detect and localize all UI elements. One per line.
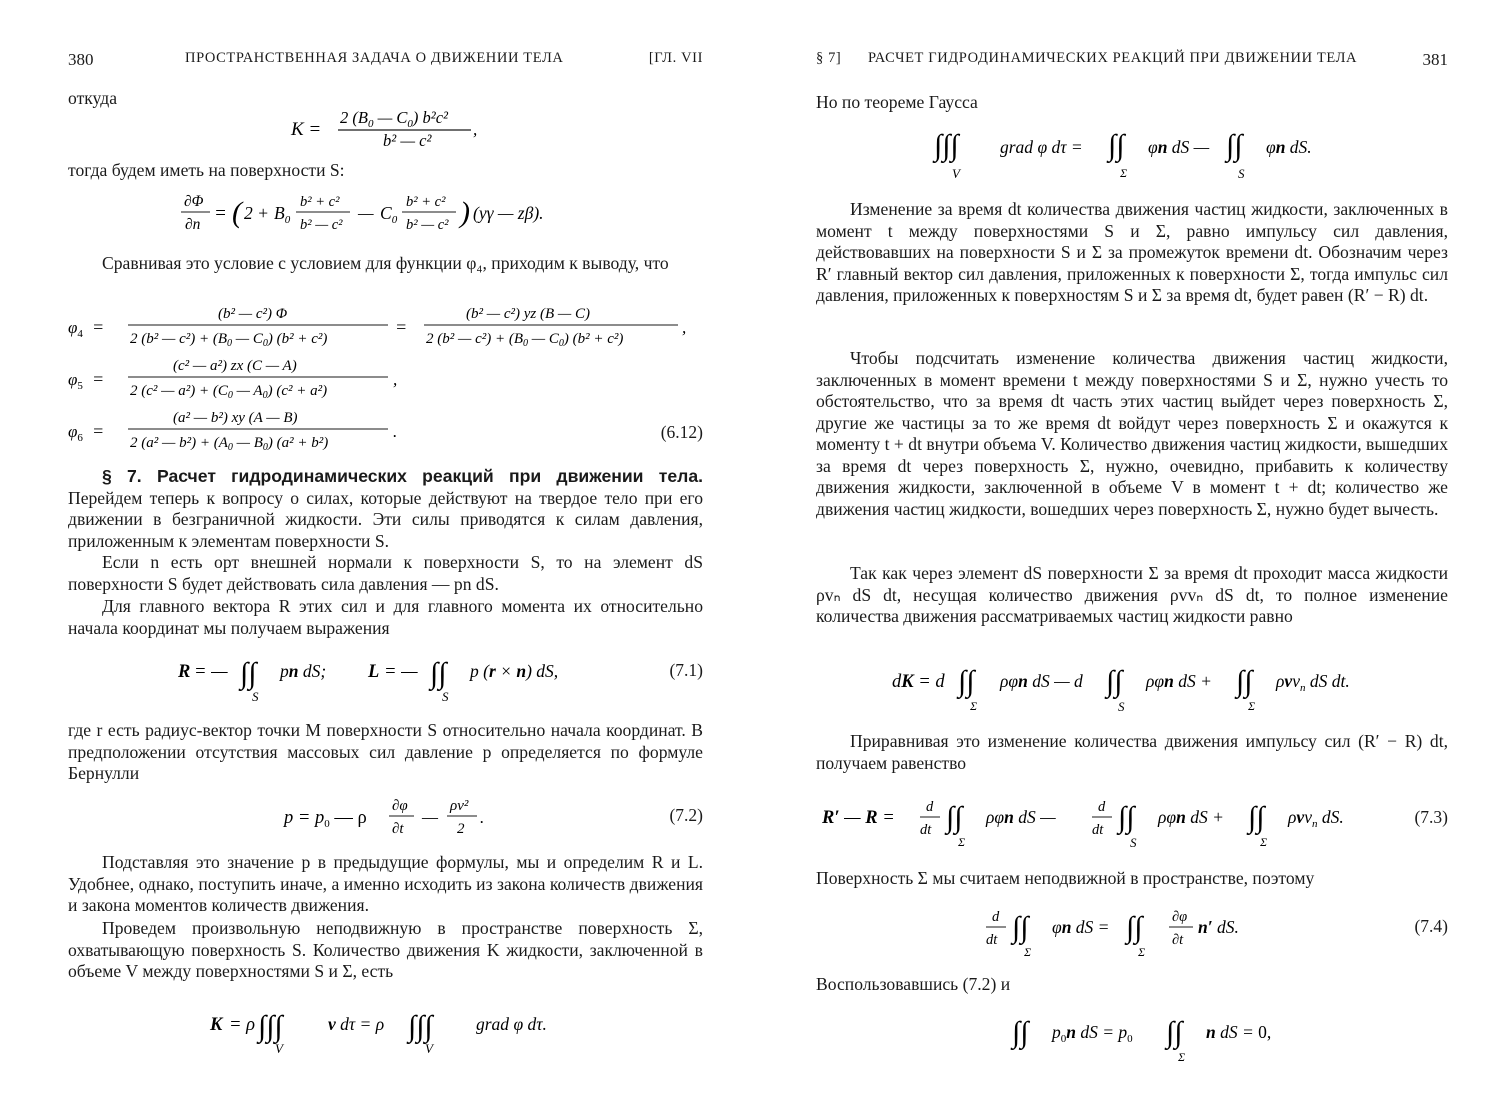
svg-text:∂n: ∂n xyxy=(185,216,201,233)
svg-text:=: = xyxy=(214,203,227,224)
svg-text:φn dS =: φn dS = xyxy=(1052,917,1110,937)
formula-K xyxy=(68,104,703,150)
svg-text:ρφn dS +: ρφn dS + xyxy=(1146,671,1212,691)
svg-text:d: d xyxy=(992,909,1000,925)
svg-text:C0: $C_0$ xyxy=(380,203,398,226)
eqnum-7-4: (7.4) xyxy=(1414,916,1448,936)
formula-dK xyxy=(816,658,1448,714)
text-otkuda: откуда xyxy=(68,88,118,108)
left-page-number: 380 xyxy=(68,50,94,69)
left-running-header xyxy=(68,50,703,74)
svg-text:=: = xyxy=(395,317,408,337)
svg-text:R′ — R =: R′ — R = xyxy=(822,808,895,828)
svg-text:b² — c²: b² — c² xyxy=(300,217,343,233)
para-mass: Так как через элемент dS поверхности Σ за время dt проходит масса жидкости ρvₙ dS dt, несущая количество движения ρvvₙ dS dt, то полное изменение количества движения рассматриваемых частиц жидкости равно xyxy=(816,563,1448,626)
svg-text:Σ: Σ xyxy=(1024,945,1032,958)
para-radius: где r есть радиус-вектор точки M поверхности S относительно начала координат. В предположении отсутствия массовых сил давление p определяется по формуле Бернулли xyxy=(68,720,703,783)
section-7 xyxy=(68,466,703,552)
svg-text:∫∫: ∫∫ xyxy=(1118,801,1135,834)
svg-text:2 (b² — c²) + (B0 — C0) (b² +: 2 (b² — $c^2) + (B_0$ — $C_0$) (b² + c²) xyxy=(426,331,624,349)
text-gauss: Но по теореме Гаусса xyxy=(816,92,978,112)
svg-text:= —: = — xyxy=(384,662,418,682)
svg-text:φn dS.: φn dS. xyxy=(1266,137,1312,157)
svg-text:∂φ: ∂φ xyxy=(1172,909,1188,925)
svg-text:V: V xyxy=(952,166,960,181)
right-running-header xyxy=(816,50,1448,74)
svg-text:grad φ dτ.: grad φ dτ. xyxy=(476,1014,547,1034)
svg-text:(yγ — zβ).: (yγ — zβ). xyxy=(473,203,544,223)
svg-text:2: 2 xyxy=(457,821,465,837)
svg-text:V: V xyxy=(425,1041,433,1056)
left-running-title: ПРОСТРАНСТВЕННАЯ ЗАДАЧА О ДВИЖЕНИИ ТЕЛА xyxy=(185,50,564,66)
svg-text:L: L xyxy=(368,662,380,682)
svg-text:p0n dS = p0: $p_0n$ dS = $p_0$ xyxy=(1052,1022,1133,1045)
svg-text:S: S xyxy=(252,689,259,704)
svg-text:b² — c²: b² — c² xyxy=(383,131,432,150)
para-normal: Если n есть орт внешней нормали к поверхности S, то на элемент dS поверхности S будет действовать сила давления — pn dS. xyxy=(68,552,703,594)
svg-text:): ) xyxy=(460,196,470,229)
svg-text:,: , xyxy=(473,120,478,139)
svg-text:grad φ dτ =: grad φ dτ = xyxy=(1000,137,1083,157)
svg-text:φn dS —: φn dS — xyxy=(1148,137,1210,157)
svg-text:n dS = 0,: n dS = 0, xyxy=(1206,1022,1272,1042)
svg-text:dK = d: dK = d xyxy=(892,672,945,692)
svg-text:∫∫: ∫∫ xyxy=(1126,911,1143,944)
svg-text:S: S xyxy=(1118,699,1125,714)
svg-text:,: , xyxy=(682,318,687,337)
svg-text:∫∫: ∫∫ xyxy=(946,801,963,834)
svg-text:d: d xyxy=(1098,799,1106,815)
para-count: Чтобы подсчитать изменение количества движения частиц жидкости, заключенных в момент времени t между поверхностями S и Σ, нужно учесть то обстоятельство, что за время dt часть этих частиц выйдет через поверхность Σ, другие же частицы за то же время dt войдут через поверхность Σ и окажутся к моменту t + dt внутри объема V. Количество движения частиц жидкости, вышедших за время dt через поверхность Σ, нужно, очевидно, прибавить к количеству движения жидкости, заключенной в объеме V в момент t + dt; количество же движения частиц жидкости, вошедших через поверхность Σ, нужно будет вычесть. xyxy=(816,348,1448,519)
right-running-title: РАСЧЕТ ГИДРОДИНАМИЧЕСКИХ РЕАКЦИЙ ПРИ ДВИЖЕНИИ ТЕЛА xyxy=(868,50,1358,66)
svg-text:dt: dt xyxy=(1092,822,1104,838)
svg-text:Σ: Σ xyxy=(1120,166,1128,180)
svg-text:(b² — c²) yz (B — C): (b² — c²) yz (B — C) xyxy=(466,306,590,322)
svg-text:Σ: Σ xyxy=(970,699,978,713)
svg-text:ρvvn dS.: ρvv$_n$ dS. xyxy=(1288,807,1344,830)
svg-text:n′ dS.: n′ dS. xyxy=(1198,917,1239,937)
svg-text:(: ( xyxy=(232,196,242,229)
para-vector: Для главного вектора R этих сил и для главного момента их относительно начала координат мы получаем выражения xyxy=(68,596,703,638)
formula-dPhi xyxy=(68,188,703,236)
svg-text:=: = xyxy=(92,421,105,441)
svg-text:Σ: Σ xyxy=(1178,1050,1186,1064)
svg-text:φ6: $\varphi_6$ xyxy=(68,422,83,444)
formula-phi-group xyxy=(68,300,703,450)
svg-text:= ρ: = ρ xyxy=(229,1015,255,1035)
svg-text:∫∫∫: ∫∫∫ xyxy=(934,129,959,162)
svg-text:b² — c²: b² — c² xyxy=(406,217,449,233)
text-surface: тогда будем иметь на поверхности S: xyxy=(68,160,345,180)
left-page xyxy=(68,0,703,1118)
svg-text:K =: K = xyxy=(291,119,322,140)
svg-text:dt: dt xyxy=(986,932,998,948)
svg-text:ρvvn dS dt.: ρvv$_n$ dS dt. xyxy=(1276,671,1350,694)
svg-text:∫∫: ∫∫ xyxy=(1166,1016,1183,1049)
svg-text:ρφn dS —: ρφn dS — xyxy=(986,807,1056,827)
formula-gauss xyxy=(816,125,1448,181)
svg-text:=: = xyxy=(92,317,105,337)
svg-text:.: . xyxy=(480,808,485,827)
svg-text:S: S xyxy=(442,689,449,704)
formula-7-4 xyxy=(816,900,1448,958)
svg-text:∂φ: ∂φ xyxy=(392,798,408,814)
svg-text:Σ: Σ xyxy=(1260,835,1268,848)
svg-text:2 (a² — b²) + (A0 — B0) (a² +: 2 (a² — $b^2) + (A_0$ — $B_0$) (a² + b²) xyxy=(130,435,329,450)
svg-text:S: S xyxy=(1130,835,1137,848)
section-para: Перейдем теперь к вопросу о силах, которые действуют на твердое тело при его движении в безграничной жидкости. Эти силы приводятся к силам давления, приложенным к элементам поверхности S. xyxy=(68,487,703,551)
svg-text:∫∫: ∫∫ xyxy=(430,657,447,690)
right-section-ref: § 7] xyxy=(816,50,842,66)
eqnum-7-3: (7.3) xyxy=(1414,807,1448,827)
formula-phi6 xyxy=(68,410,397,450)
svg-text:2 (b² — c²) + (B0 — C0) (b² +: 2 (b² — $c^2) + (B_0$ — $C_0$) (b² + c²) xyxy=(130,331,328,349)
svg-text:b² + c²: b² + c² xyxy=(300,194,340,210)
svg-text:2 +: 2 + xyxy=(244,203,269,223)
svg-text:∫∫: ∫∫ xyxy=(1236,665,1253,698)
section-title: § 7. Расчет гидродинамических реакций при движении тела. xyxy=(102,466,703,486)
svg-text:(a² — b²) xy (A — B): (a² — b²) xy (A — B) xyxy=(173,410,298,426)
svg-text:2 (B0 — C0) b²c²: 2 ($B_0$ — $C_0$) b²c² xyxy=(340,108,448,130)
eqnum-7-1: (7.1) xyxy=(669,660,703,680)
svg-text:2 (c² — a²) + (C0 — A0) (c² +: 2 (c² — $a^2) + (C_0$ — $A_0$) (c² + a²) xyxy=(130,383,328,401)
svg-text:∂t: ∂t xyxy=(1172,932,1184,948)
svg-text:∂t: ∂t xyxy=(392,821,404,837)
svg-text:Σ: Σ xyxy=(1248,699,1256,713)
formula-K-integral xyxy=(68,1002,703,1056)
formula-7-3 xyxy=(816,790,1448,848)
eqnum-6-12: (6.12) xyxy=(660,422,703,442)
svg-text:Σ: Σ xyxy=(1138,945,1146,958)
svg-text:dt: dt xyxy=(920,822,932,838)
svg-text:ρφn dS — d: ρφn dS — d xyxy=(1000,671,1083,691)
para-compare: Сравнивая это условие с условием для функции φ₄, приходим к выводу, что xyxy=(102,253,669,273)
svg-text:ρφn dS +: ρφn dS + xyxy=(1158,807,1224,827)
svg-text:(b² — c²) Φ: (b² — c²) Φ xyxy=(218,306,288,322)
svg-text:—: — xyxy=(422,807,439,827)
formula-phi4 xyxy=(68,306,686,349)
text-using: Воспользовавшись (7.2) и xyxy=(816,974,1011,994)
formula-p0 xyxy=(816,1008,1448,1064)
para-equate: Приравнивая это изменение количества движения импульсу сил (R′ − R) dt, получаем равенство xyxy=(816,731,1448,773)
svg-text:∫∫∫: ∫∫∫ xyxy=(408,1010,433,1043)
svg-text:= —: = — xyxy=(194,662,228,682)
right-page-number: 381 xyxy=(1422,50,1448,69)
svg-text:∫∫: ∫∫ xyxy=(958,665,975,698)
para-surface: Проведем произвольную неподвижную в пространстве поверхность Σ, охватывающую поверхность S. Количество движения K жидкости, заключенной в объеме V между поверхностями S и Σ, есть xyxy=(68,918,703,981)
svg-text:φ5: $\varphi_5$ xyxy=(68,370,83,392)
svg-text:∫∫: ∫∫ xyxy=(1106,665,1123,698)
svg-text:V: V xyxy=(275,1041,283,1056)
svg-text:∫∫: ∫∫ xyxy=(240,657,257,690)
svg-text:,: , xyxy=(393,370,398,389)
svg-text:∂Φ: ∂Φ xyxy=(184,193,204,210)
svg-text:Σ: Σ xyxy=(958,835,966,848)
svg-text:=: = xyxy=(92,369,105,389)
eqnum-7-2: (7.2) xyxy=(669,805,703,825)
svg-text:R: R xyxy=(178,662,191,682)
svg-text:v dτ = ρ: v dτ = ρ xyxy=(328,1014,385,1034)
svg-text:∫∫: ∫∫ xyxy=(1226,129,1243,162)
svg-text:∫∫: ∫∫ xyxy=(1012,911,1029,944)
svg-text:b² + c²: b² + c² xyxy=(406,194,446,210)
svg-text:.: . xyxy=(393,422,398,441)
svg-text:S: S xyxy=(1238,166,1245,181)
svg-text:∫∫: ∫∫ xyxy=(1108,129,1125,162)
formula-phi5 xyxy=(68,358,397,401)
para-substitute: Подставляя это значение p в предыдущие формулы, мы и определим R и L. Удобнее, однако, поступить иначе, а именно исходить из закона количеств движения и закона моментов количеств движения. xyxy=(68,852,703,915)
para-change: Изменение за время dt количества движения частиц жидкости, заключенных в момент t между поверхностями S и Σ, равно импульсу сил давления, действовавших на поверхности S и Σ за промежуток времени dt. Обозначим через R′ главный вектор сил давления, приложенных к поверхности Σ, тогда импульс сил давления, приложенных к поверхностям S и Σ за время dt, будет равен (R′ − R) dt. xyxy=(816,199,1448,305)
svg-text:pn dS;: pn dS; xyxy=(280,661,327,681)
formula-7-2 xyxy=(68,795,703,841)
svg-text:ρv²: ρv² xyxy=(450,798,469,814)
svg-text:(c² — a²) zx (C — A): (c² — a²) zx (C — A) xyxy=(173,358,297,374)
left-chapter-label: [ГЛ. VII xyxy=(648,50,703,66)
svg-text:p (r × n) dS,: p (r × n) dS, xyxy=(470,661,559,681)
svg-text:φ4: $\varphi_4$ xyxy=(68,318,83,340)
svg-text:—: — xyxy=(358,203,374,223)
svg-text:∫∫: ∫∫ xyxy=(1012,1016,1029,1049)
svg-text:d: d xyxy=(926,799,934,815)
formula-7-1 xyxy=(68,650,703,704)
svg-text:∫∫: ∫∫ xyxy=(1248,801,1265,834)
svg-text:B0: $B_0$ xyxy=(274,203,291,226)
svg-text:p = p0 — ρ: $p = p_0$ — ρ xyxy=(284,808,367,830)
svg-text:∫∫∫: ∫∫∫ xyxy=(258,1010,283,1043)
svg-text:K: K xyxy=(210,1015,223,1035)
right-page xyxy=(816,0,1448,1118)
text-fixed: Поверхность Σ мы считаем неподвижной в пространстве, поэтому xyxy=(816,868,1315,888)
